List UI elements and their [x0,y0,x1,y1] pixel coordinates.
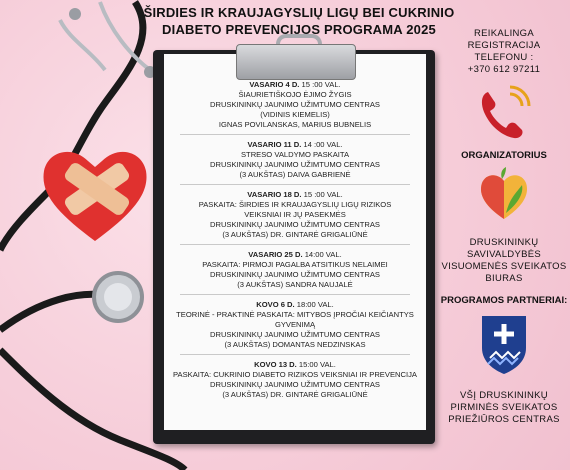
registration-block [440,28,568,76]
event-line: (3 AUKŠTAS) DR. GINTARĖ GRIGALIŪNĖ [222,390,368,399]
event-line: PASKAITA: PIRMOJI PAGALBA ATSITIKUS NELAIMEI [202,260,388,269]
event-line: GYVENIMĄ [274,320,316,329]
heart-bandage-icon [40,145,150,245]
registration-line: REGISTRACIJA [467,40,541,51]
organizer-title: ORGANIZATORIUS [461,150,547,161]
event-line: STRESO VALDYMO PASKAITA [240,150,350,159]
organizer-name-line: DRUSKININKŲ [469,237,539,248]
info-column [440,28,568,426]
event-item [166,300,424,355]
event-line: DRUSKININKŲ JAUNIMO UŽIMTUMO CENTRAS [209,160,381,169]
partner-name-line: VŠĮ DRUSKININKŲ [460,390,548,401]
partner-name [440,390,568,426]
event-item [166,140,424,185]
phone-icon [474,84,534,140]
event-divider [180,184,410,185]
organizer-name-line: SAVIVALDYBĖS [466,249,541,260]
event-divider [180,294,410,295]
event-item [166,190,424,245]
event-divider [180,354,410,355]
organizer-name-line: BIURAS [485,273,523,284]
event-date: VASARIO 18 D. [247,190,302,199]
partner-title: PROGRAMOS PARTNERIAI: [440,295,568,306]
event-item [166,360,424,400]
event-line: IGNAS POVILANSKAS, MARIUS BUBNELIS [218,120,372,129]
event-date: VASARIO 25 D. [248,250,303,259]
event-line: (3 AUKŠTAS) SANDRA NAUJALĖ [237,280,353,289]
title-line-2: DIABETO PREVENCIJOS PROGRAMA 2025 [162,22,436,37]
event-line: TEORINĖ - PRAKTINĖ PASKAITA: MITYBOS ĮPROČIAI KEIČIANTYS [176,310,414,319]
title-line-1: ŠIRDIES IR KRAUJAGYSLIŲ LIGŲ BEI CUKRINIO [143,5,455,20]
event-line: DRUSKININKŲ JAUNIMO UŽIMTUMO CENTRAS [209,220,381,229]
event-date: VASARIO 4 D. [249,80,300,89]
event-date: VASARIO 11 D. [247,140,302,149]
event-time: 15 :00 VAL. [299,80,341,89]
organizer-name-line: VISUOMENĖS SVEIKATOS [441,261,567,272]
event-time: 14 :00 VAL. [301,140,343,149]
registration-phone: +370 612 97211 [467,64,541,75]
event-date: KOVO 13 D. [254,360,297,369]
event-line: (3 AUKŠTAS) DAIVA GABRIENĖ [239,170,351,179]
event-line: DRUSKININKŲ JAUNIMO UŽIMTUMO CENTRAS [209,380,381,389]
event-schedule [166,80,424,405]
event-item [166,80,424,135]
poster-title [118,4,480,38]
event-line: (3 AUKŠTAS) DOMANTAS NEDZINSKAS [224,340,366,349]
event-divider [180,134,410,135]
registration-line: TELEFONU : [474,52,534,63]
event-time: 15:00 VAL. [296,360,336,369]
event-line: DRUSKININKŲ JAUNIMO UŽIMTUMO CENTRAS [209,100,381,109]
clipboard-clip [236,44,356,80]
event-item [166,250,424,295]
event-line: (VIDINIS KIEMELIS) [260,110,330,119]
partner-name-line: PRIEŽIŪROS CENTRAS [448,414,560,425]
event-time: 18:00 VAL. [294,300,334,309]
event-time: 15 :00 VAL. [301,190,343,199]
event-line: PASKAITA: CUKRINIO DIABETO RIZIKOS VEIKSNIAI IR PREVENCIJA [173,370,417,379]
event-date: KOVO 6 D. [256,300,295,309]
event-line: ŠIAURIETIŠKOJO ĖJIMO ŽYGIS [238,90,352,99]
event-line: DRUSKININKŲ JAUNIMO UŽIMTUMO CENTRAS [209,270,381,279]
organizer-logo [476,167,532,223]
partner-logo [476,312,532,376]
event-line: VEIKSNIAI IR JŲ PASEKMĖS [244,210,346,219]
partner-name-line: PIRMINĖS SVEIKATOS [450,402,558,413]
event-line: (3 AUKŠTAS) DR. GINTARĖ GRIGALIŪNĖ [222,230,368,239]
event-line: PASKAITA: ŠIRDIES IR KRAUJAGYSLIŲ LIGŲ RIZIKOS [198,200,392,209]
event-divider [180,244,410,245]
registration-line: REIKALINGA [473,28,535,39]
organizer-name [440,237,568,285]
event-time: 14:00 VAL. [302,250,342,259]
event-line: DRUSKININKŲ JAUNIMO UŽIMTUMO CENTRAS [209,330,381,339]
